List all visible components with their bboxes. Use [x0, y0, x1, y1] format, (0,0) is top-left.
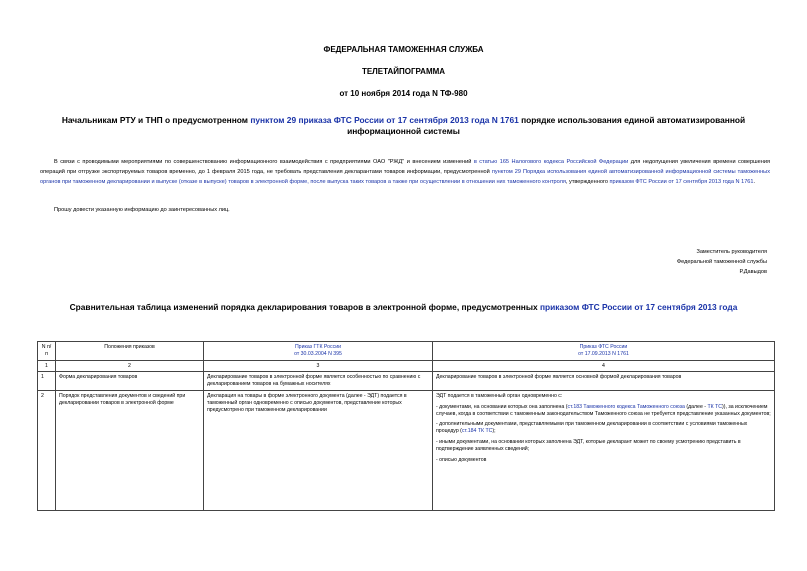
signature-block: [677, 247, 767, 277]
addressee-link[interactable]: пунктом 29 приказа ФТС России от 17 сентября 2013 года N 1761: [250, 115, 519, 125]
new-p3-text-a: - дополнительными документами, представляемыми при таможенном декларировании в соответствии с условиями таможенных процедур (: [436, 421, 748, 435]
p1-text-a: В связи с проводимыми мероприятиями по совершенствованию информационного взаимодействия с предприятиями ОАО "РЖД" и внесением изменений: [54, 159, 474, 165]
new-p4: - иными документами, на основании которых заполнена ЭДТ, которые декларант может по своему усмотрению представить в подтверждение заявленных сведений;: [436, 438, 741, 452]
table-title: [36, 302, 771, 312]
new-p3-text-b: );: [492, 428, 496, 435]
row-num: 1: [38, 372, 56, 391]
agency-title: ФЕДЕРАЛЬНАЯ ТАМОЖЕННАЯ СЛУЖБА: [323, 45, 484, 54]
link-order-1761[interactable]: приказом ФТС России от 17 сентября 2013 года N 1761: [609, 179, 754, 185]
header-order-old-line2[interactable]: от 30.03.2004 N 395: [294, 350, 342, 357]
link-tax-code[interactable]: в статью 165 Налогового кодекса Российской Федерации: [473, 159, 629, 165]
header-order-old-line1[interactable]: Приказ ГТК России: [294, 344, 342, 350]
table-row: [38, 390, 775, 510]
col-number: 1: [38, 360, 56, 372]
document-date: от 10 ноября 2014 года N ТФ-980: [339, 89, 468, 98]
col-number: 3: [204, 360, 433, 372]
header-order-new-line2[interactable]: от 17.09.2013 N 1761: [578, 350, 629, 357]
table-title-text: Сравнительная таблица изменений порядка декларирования товаров в электронной форме, предусмотренных: [69, 302, 540, 312]
row-old: Декларирование товаров в электронной форме является особенностью по сравнению с декларированием товаров на бумажных носителях: [204, 372, 433, 391]
new-p2-text-c: )), за исключением случаев, когда в соответствии с таможенным законодательством Таможенного союза не требуется представление указанных документов;: [436, 403, 771, 417]
column-number-row: [38, 360, 775, 372]
body-text: [40, 157, 770, 187]
p1-text-c: , утвержденного: [565, 179, 610, 185]
row-provision: Форма декларирования товаров: [56, 372, 204, 391]
link-art-183[interactable]: ст.183 Таможенного кодекса Таможенного союза: [567, 403, 685, 410]
table-title-link[interactable]: приказом ФТС России от 17 сентября 2013 года: [539, 302, 738, 312]
table-row: [38, 372, 775, 391]
addressee-heading: [36, 115, 771, 137]
new-p3: [436, 421, 771, 435]
link-tk-ts[interactable]: ТК ТС: [707, 403, 722, 410]
addressee-suffix: порядке использования единой автоматизированной информационной системы: [347, 115, 746, 136]
row-num: 2: [38, 390, 56, 510]
signature-position: Заместитель руководителя: [696, 249, 767, 255]
col-number: 4: [433, 360, 775, 372]
link-art-184[interactable]: ст.184 ТК ТС: [461, 428, 493, 435]
header-order-old: [204, 342, 433, 361]
new-p5: - описью документов: [436, 456, 487, 463]
link-point-29[interactable]: пунктом 29 Порядка использования единой автоматизированной информационной системы таможенных органов при таможенном декларировании и выпуске (отказе в выпуске) товаров в электронной форме, после выпуска таких товаров а также при осуществлении в отношении них таможенного контроля: [40, 169, 770, 185]
row-new: [433, 390, 775, 510]
comparison-table: [37, 341, 775, 511]
new-p2-text-b: (далее -: [684, 403, 708, 410]
new-p2-text-a: - документами, на основании которых она заполнена (: [436, 403, 568, 410]
p1-text-b: для недопущения увеличения времени совершения операций при отгрузке экспортируемых товаров временно, до 1 февраля 2015 года, не требовать представления декларантами товаров информации, предусмотренной: [40, 159, 770, 175]
paragraph-2: Прошу довести указанную информацию до заинтересованных лиц.: [54, 207, 230, 213]
document-type: ТЕЛЕТАЙПОГРАММА: [361, 67, 446, 76]
col-number: 2: [56, 360, 204, 372]
p1-text-d: .: [753, 179, 756, 185]
new-p1: ЭДТ подается в таможенный орган одновременно с:: [436, 392, 563, 399]
row-new: Декларирование товаров в электронной форме является основной формой декларирования товаров: [433, 372, 775, 391]
paragraph-1: [40, 157, 770, 187]
addressee-prefix: Начальникам РТУ и ТНП о предусмотренном: [61, 115, 251, 125]
table-header-row: [38, 342, 775, 361]
new-p2: [436, 404, 771, 418]
signature-name: Р.Давыдов: [739, 269, 767, 275]
header-num: N п/п: [38, 342, 56, 361]
header-provisions: Положения приказов: [56, 342, 204, 361]
header-order-new: [433, 342, 775, 361]
signature-agency: Федеральной таможенной службы: [676, 259, 767, 265]
header-order-new-line1[interactable]: Приказ ФТС России: [579, 344, 628, 350]
row-provision: Порядок представления документов и сведений при декларировании товаров в электронной форме: [56, 390, 204, 510]
row-old: Декларация на товары в форме электронного документа (далее - ЭДТ) подается в таможенный орган одновременно с описью документов, представление которых предусмотрено при таможенном декларировании: [204, 390, 433, 510]
